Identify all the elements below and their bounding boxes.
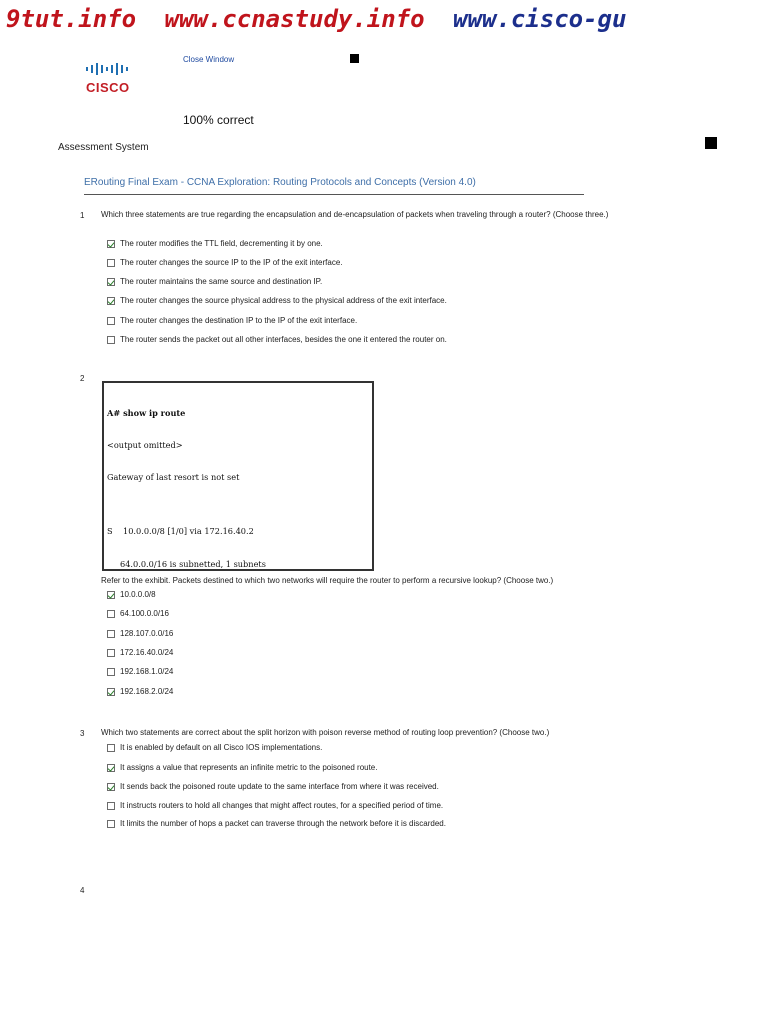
title-divider — [84, 194, 584, 195]
checkbox-checked-icon[interactable] — [107, 764, 115, 772]
answer-label: It sends back the poisoned route update to the same interface from where it was received. — [120, 782, 439, 791]
score-text: 100% correct — [183, 113, 254, 127]
answer-option[interactable] — [107, 296, 447, 305]
checkbox-unchecked-icon[interactable] — [107, 649, 115, 657]
answer-label: 172.16.40.0/24 — [120, 648, 174, 657]
exam-title: ERouting Final Exam - CCNA Exploration: Routing Protocols and Concepts (Version 4.0) — [84, 177, 476, 188]
checkbox-unchecked-icon[interactable] — [107, 630, 115, 638]
checkbox-checked-icon[interactable] — [107, 297, 115, 305]
answer-label: The router changes the destination IP to the IP of the exit interface. — [120, 316, 358, 325]
checkbox-checked-icon[interactable] — [107, 783, 115, 791]
system-name: Assessment System — [58, 142, 149, 153]
banner-site-3: www.cisco-gu — [453, 5, 627, 33]
checkbox-unchecked-icon[interactable] — [107, 259, 115, 267]
checkbox-checked-icon[interactable] — [107, 688, 115, 696]
watermark-banner — [0, 0, 768, 40]
close-window-link[interactable]: Close Window — [183, 55, 235, 64]
answer-option[interactable] — [107, 609, 169, 618]
exhibit-line: Gateway of last resort is not set — [107, 472, 240, 483]
cisco-logo-text: CISCO — [86, 80, 130, 95]
answer-label: 128.107.0.0/16 — [120, 629, 174, 638]
answer-option[interactable] — [107, 667, 173, 676]
checkbox-unchecked-icon[interactable] — [107, 744, 115, 752]
answer-label: It is enabled by default on all Cisco IOS implementations. — [120, 743, 323, 752]
answer-label: 10.0.0.0/8 — [120, 590, 156, 599]
answer-label: It assigns a value that represents an infinite metric to the poisoned route. — [120, 763, 378, 772]
cisco-logo — [86, 62, 146, 96]
answer-option[interactable] — [107, 316, 357, 325]
corner-marker-icon — [350, 54, 359, 63]
answer-label: It instructs routers to hold all changes that might affect routes, for a specified period of time. — [120, 801, 444, 810]
question-text: Which two statements are correct about the split horizon with poison reverse method of routing loop prevention? (Choose two.) — [101, 728, 550, 737]
answer-option[interactable] — [107, 648, 173, 657]
answer-option[interactable] — [107, 782, 439, 791]
answer-label: The router sends the packet out all other interfaces, besides the one it entered the router on. — [120, 335, 447, 344]
question-number: 1 — [80, 211, 85, 220]
answer-label: It limits the number of hops a packet can traverse through the network before it is discarded. — [120, 819, 446, 828]
checkbox-checked-icon[interactable] — [107, 278, 115, 286]
answer-option[interactable] — [107, 743, 322, 752]
checkbox-unchecked-icon[interactable] — [107, 802, 115, 810]
answer-option[interactable] — [107, 258, 343, 267]
answer-option[interactable] — [107, 629, 173, 638]
banner-site-1: 9tut.info — [6, 5, 137, 33]
answer-option[interactable] — [107, 277, 322, 286]
answer-label: 192.168.1.0/24 — [120, 667, 174, 676]
exhibit-line: <output omitted> — [107, 439, 183, 450]
checkbox-unchecked-icon[interactable] — [107, 820, 115, 828]
answer-option[interactable] — [107, 763, 377, 772]
exhibit-line: S 10.0.0.0/8 [1/0] via 172.16.40.2 — [107, 526, 254, 537]
banner-site-2: www.ccnastudy.info — [164, 5, 425, 33]
question-text: Refer to the exhibit. Packets destined to which two networks will require the router to perform a recursive lookup? (Choose two.) — [101, 576, 554, 585]
question-number: 3 — [80, 729, 85, 738]
exhibit-line: A# show ip route — [107, 407, 186, 418]
answer-label: 64.100.0.0/16 — [120, 609, 169, 618]
answer-label: The router modifies the TTL field, decrementing it by one. — [120, 239, 323, 248]
question-number: 2 — [80, 374, 85, 383]
route-table-exhibit — [102, 381, 374, 571]
answer-label: The router changes the source physical address to the physical address of the exit interface. — [120, 296, 447, 305]
answer-option[interactable] — [107, 687, 173, 696]
question-number: 4 — [80, 886, 85, 895]
checkbox-checked-icon[interactable] — [107, 240, 115, 248]
exhibit-line: 64.0.0.0/16 is subnetted, 1 subnets — [107, 558, 266, 569]
answer-option[interactable] — [107, 590, 156, 599]
checkbox-checked-icon[interactable] — [107, 591, 115, 599]
checkbox-unchecked-icon[interactable] — [107, 336, 115, 344]
answer-label: 192.168.2.0/24 — [120, 687, 174, 696]
checkbox-unchecked-icon[interactable] — [107, 668, 115, 676]
answer-label: The router maintains the same source and destination IP. — [120, 277, 323, 286]
checkbox-unchecked-icon[interactable] — [107, 317, 115, 325]
answer-option[interactable] — [107, 801, 443, 810]
corner-marker-icon — [705, 137, 717, 149]
answer-label: The router changes the source IP to the IP of the exit interface. — [120, 258, 343, 267]
checkbox-unchecked-icon[interactable] — [107, 610, 115, 618]
cisco-bars-icon — [86, 62, 146, 76]
answer-option[interactable] — [107, 239, 323, 248]
answer-option[interactable] — [107, 335, 447, 344]
answer-option[interactable] — [107, 819, 446, 828]
question-text: Which three statements are true regarding the encapsulation and de-encapsulation of packets when traveling through a router? (Choose three.) — [101, 210, 609, 219]
